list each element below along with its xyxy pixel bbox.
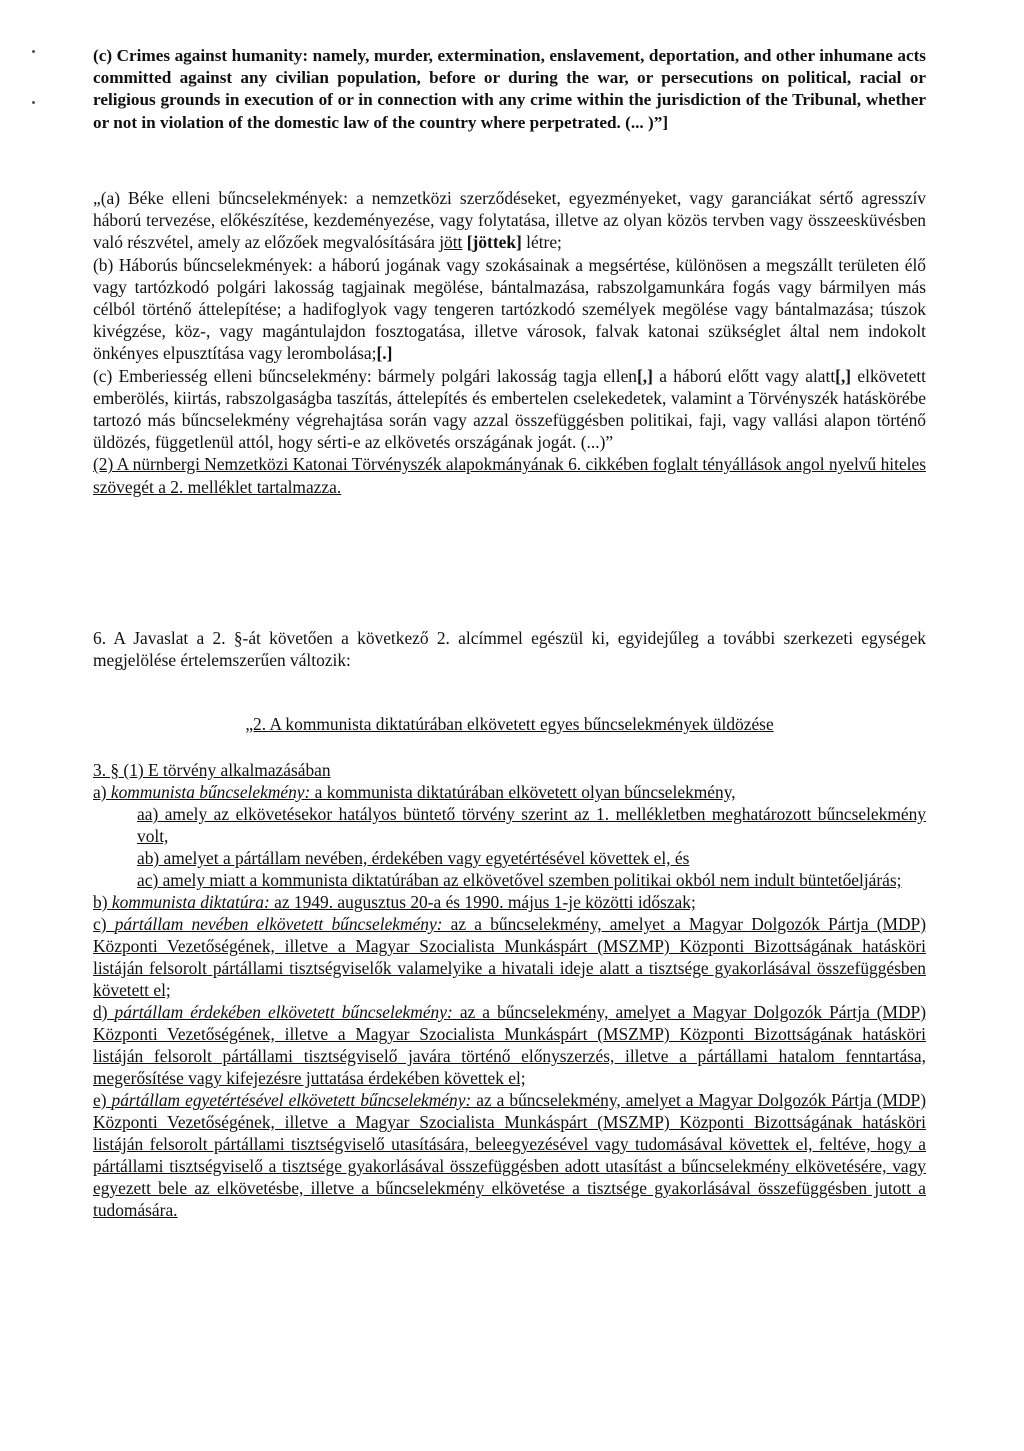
law-b-term: kommunista diktatúra: — [111, 892, 270, 912]
scan-speck — [32, 101, 35, 104]
law-a-prefix: a) — [93, 782, 111, 802]
scan-speck — [32, 50, 35, 53]
english-quote — [93, 45, 926, 134]
law-d-term: pártállam érdekében elkövetett bűncselekmény: — [114, 1002, 453, 1022]
law-point-c — [93, 913, 926, 1001]
law-point-ac: ac) amely miatt a kommunista diktatúrában az elkövetővel szemben politikai okból nem indult büntetőeljárás; — [137, 870, 902, 890]
section-6 — [93, 627, 926, 671]
law-b-prefix: b) — [93, 892, 112, 912]
law-c-text: az a bűncselekmény, amelyet a Magyar Dolgozók Pártja (MDP) Központi Vezetőségének, illetve a Magyar Szocialista Munkáspárt (MSZMP) Központi Bizottságának hatásköri listáján felsorolt pártállami tisztségviselők valamelyike a hivatali ideje alatt a tisztsége gyakorlásával összefüggésben követett el; — [93, 914, 926, 1000]
subtitle-heading: „2. A kommunista diktatúrában elkövetett egyes bűncselekmények üldözése — [245, 714, 774, 734]
hu-paragraph-b — [93, 254, 926, 365]
hu-paragraph-2: (2) A nürnbergi Nemzetközi Katonai Törvényszék alapokmányának 6. cikkében foglalt tényállások angol nyelvű hiteles szövegét a 2. melléklet tartalmazza. — [93, 454, 926, 497]
law-d-prefix: d) — [93, 1002, 115, 1022]
law-point-d — [93, 1001, 926, 1089]
hu-c-bracket-1: [,] — [637, 365, 653, 386]
hu-c-text-2: a háború előtt vagy alatt — [652, 365, 836, 386]
law-c-prefix: c) — [93, 914, 115, 934]
hu-a-text-2: létre; — [521, 232, 562, 253]
law-d-text: az a bűncselekmény, amelyet a Magyar Dolgozók Pártja (MDP) Központi Vezetőségének, illetve a Magyar Szocialista Munkáspárt (MSZMP) Központi Bizottságának hatásköri listáján felsorolt pártállami tisztségviselő javára történő előnyszerzés, illetve a pártállami hatalom fenntartása, megerősítése vagy kifejezésre juttatása érdekében követtek el; — [93, 1002, 927, 1088]
law-c-term: pártállam nevében elkövetett bűncselekmény: — [114, 914, 443, 934]
law-e-term: pártállam egyetértésével elkövetett bűncselekmény: — [111, 1090, 472, 1110]
hu-c-bracket-2: [,] — [835, 365, 852, 386]
law-point-a — [93, 781, 926, 803]
law-e-prefix: e) — [93, 1090, 112, 1110]
section-6-text: 6. A Javaslat a 2. §-át követően a következő 2. alcímmel egészül ki, egyidejűleg a további szerkezeti egységek megjelölése értelemszerűen változik: — [93, 628, 926, 671]
law-b-text: az 1949. augusztus 20-a és 1990. május 1-je közötti időszak; — [269, 892, 696, 912]
law-intro: 3. § (1) E törvény alkalmazásában — [93, 760, 331, 780]
hu-paragraph-c — [93, 365, 926, 454]
law-point-ab: ab) amelyet a pártállam nevében, érdekében vagy egyetértésével követtek el, és — [137, 848, 690, 868]
law-a-term: kommunista bűncselekmény: — [110, 782, 311, 802]
law-point-aa: aa) amely az elkövetésekor hatályos büntető törvény szerint az 1. mellékletben meghatározott bűncselekmény volt, — [137, 804, 926, 846]
hu-c-text-1: (c) Emberiesség elleni bűncselekmény: bármely polgári lakosság tagja ellen — [93, 365, 638, 386]
law-a-text: a kommunista diktatúrában elkövetett olyan bűncselekmény, — [310, 782, 736, 802]
hu-paragraph-a — [93, 187, 926, 254]
hu-a-jott: jött — [439, 232, 463, 253]
law-point-b — [93, 891, 926, 913]
hu-a-jottek: [jöttek] — [466, 232, 522, 253]
english-crimes-against-humanity: (c) Crimes against humanity: namely, murder, extermination, enslavement, deportation, and other inhumane acts committed against any civilian population, before or during the war, or persecutions on political, racial or religious grounds in execution of or in connection with any crime within the jurisdiction of the Tribunal, whether or not in violation of the domestic law of the country where perpetrated. (... )”] — [93, 46, 926, 132]
hungarian-translation — [93, 187, 926, 498]
law-point-e — [93, 1089, 926, 1221]
hu-b-bracket: [.] — [376, 343, 393, 364]
hu-a-text-1: „(a) Béke elleni bűncselekmények: a nemzetközi szerződéseket, egyezményeket, vagy garanciákat sértő agresszív háború tervezése, előkészítése, kezdeményezése, vagy folytatása, illetve az olyan közös tervben vagy összeesküvésben való részvétel, amely az előzőek megvalósítására — [93, 188, 926, 253]
law-e-text: az a bűncselekmény, amelyet a Magyar Dolgozók Pártja (MDP) Központi Vezetőségének, illetve a Magyar Szocialista Munkáspárt (MSZMP) Központi Bizottságának hatásköri listáján felsorolt pártállami tisztségviselő utasítására, beleegyezésével vagy tudomásával követtek el, feltéve, hogy a pártállami tisztségviselő a tisztsége gyakorlásával összefüggésben adott utasítást a bűncselekmény elkövetésére, vagy egyezett bele az elkövetésbe, illetve a bűncselekmény elkövetése a tisztsége gyakorlásával összefüggésben jutott a tudomására. — [93, 1090, 926, 1220]
law-text — [93, 759, 926, 1221]
hu-c-text-3: elkövetett emberölés, kiirtás, rabszolgaságba taszítás, áttelepítés és embertelen cselekedetek, valamint a Törvényszék hatáskörébe tartozó más bűncselekmény végrehajtása során vagy azzal összefüggésben politikai, faji, vagy vallási alapon történő üldözés, függetlenül attól, hogy sérti-e az elkövetés országának jogát. (...)” — [93, 365, 926, 453]
hu-b-text: (b) Háborús bűncselekmények: a háború jogának vagy szokásainak a megsértése, különösen a megszállt területen élő vagy tartózkodó polgári lakosság tagjainak megölése, bántalmazása, rabszolgamunkára fogás vagy bármilyen más célból történő áttelepítése; a hadifoglyok vagy tengeren tartózkodó személyek megölése vagy bántalmazása; túszok kivégzése, köz-, vagy magántulajdon fosztogatása, illetve városok, falvak katonai szükséglet által nem indokolt önkényes elpusztítása vagy lerombolása; — [93, 254, 926, 364]
